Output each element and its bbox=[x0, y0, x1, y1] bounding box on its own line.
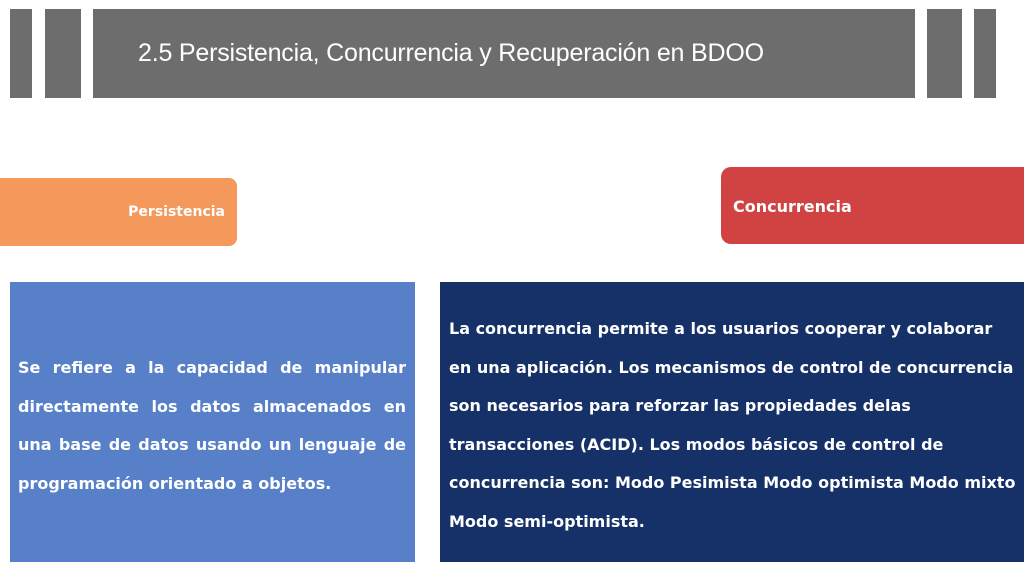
decorative-bar-right-1 bbox=[927, 9, 962, 98]
concurrencia-panel bbox=[440, 282, 1024, 562]
persistencia-label: Persistencia bbox=[128, 204, 225, 220]
persistencia-description: Se refiere a la capacidad de manipular directamente los datos almacenados en una base de datos usando un lenguaje de programación orientado a objetos. bbox=[18, 358, 406, 493]
decorative-bar-left-2 bbox=[45, 9, 81, 98]
concurrencia-description: La concurrencia permite a los usuarios cooperar y colaborar en una aplicación. Los mecanismos de control de concurrencia son necesarios para reforzar las propiedades delas transacciones (ACID). Los modos básicos de control de concurrencia son: Modo Pesimista Modo optimista Modo mixto Modo semi-optimista. bbox=[449, 319, 1016, 531]
persistencia-panel bbox=[10, 282, 415, 562]
persistencia-tab bbox=[0, 178, 237, 246]
concurrencia-tab bbox=[721, 167, 1024, 244]
decorative-bar-right-2 bbox=[974, 9, 996, 98]
slide-title: 2.5 Persistencia, Concurrencia y Recuperación en BDOO bbox=[138, 39, 764, 67]
concurrencia-label: Concurrencia bbox=[733, 197, 852, 216]
decorative-bar-left-1 bbox=[10, 9, 32, 98]
title-banner bbox=[93, 9, 915, 98]
